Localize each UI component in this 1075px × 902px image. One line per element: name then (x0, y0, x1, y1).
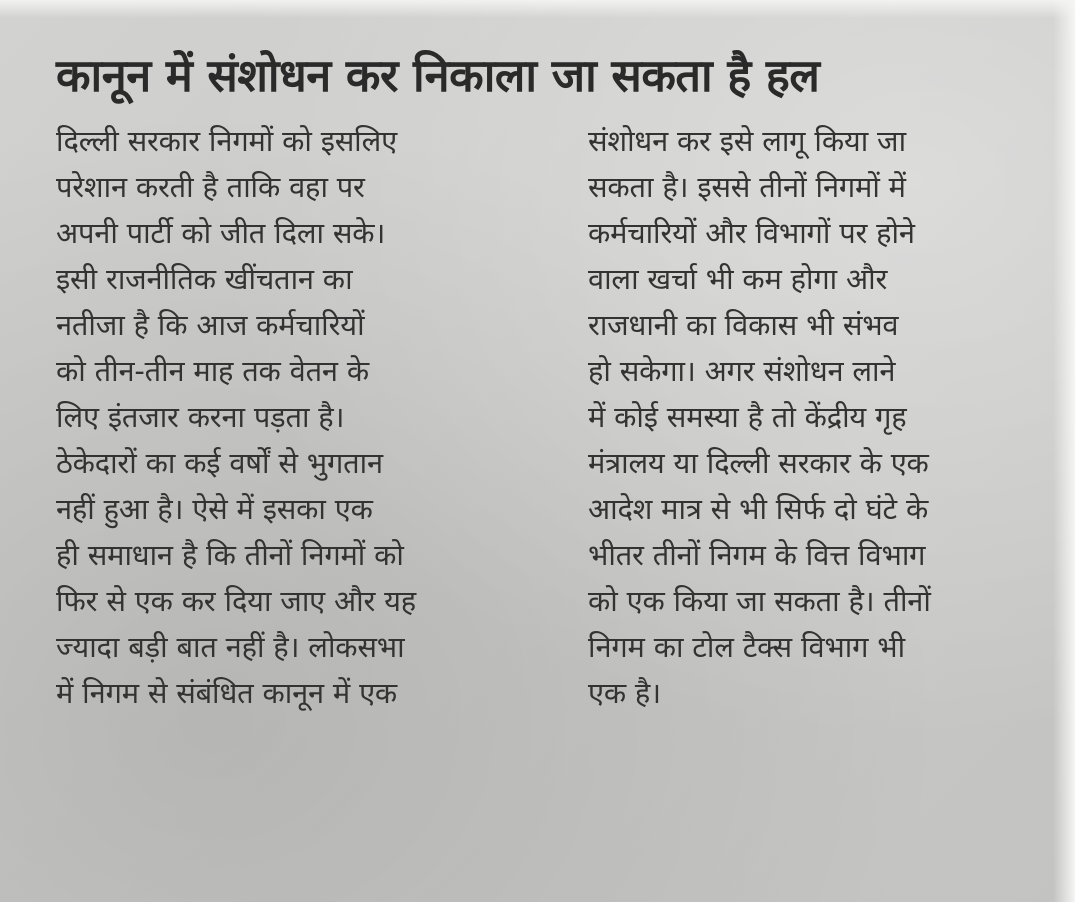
text-line: लिए इंतजार करना पड़ता है। (56, 400, 345, 434)
text-line: को एक किया जा सकता है। तीनों (588, 584, 931, 618)
text-line: फिर से एक कर दिया जाए और यह (56, 584, 416, 618)
text-line: में निगम से संबंधित कानून में एक (56, 676, 397, 710)
paper-edge-top (0, 0, 1075, 18)
text-line: दिल्ली सरकार निगमों को इसलिए (56, 124, 397, 158)
text-line: ठेकेदारों का कई वर्षों से भुगतान (56, 446, 383, 480)
text-line: में कोई समस्या है तो केंद्रीय गृह (588, 400, 907, 434)
text-line: परेशान करती है ताकि वहा पर (56, 170, 365, 204)
text-line: संशोधन कर इसे लागू किया जा (588, 124, 906, 158)
article-headline: कानून में संशोधन कर निकाला जा सकता है हल (56, 49, 820, 102)
text-line: वाला खर्चा भी कम होगा और (588, 262, 888, 296)
text-line: अपनी पार्टी को जीत दिला सके। (56, 216, 386, 250)
text-line: ही समाधान है कि तीनों निगमों को (56, 538, 404, 572)
text-line: हो सकेगा। अगर संशोधन लाने (588, 354, 896, 388)
text-line: ज्यादा बड़ी बात नहीं है। लोकसभा (56, 630, 405, 664)
text-line: नहीं हुआ है। ऐसे में इसका एक (56, 492, 373, 526)
text-line: इसी राजनीतिक खींचतान का (56, 262, 353, 296)
text-line: कर्मचारियों और विभागों पर होने (588, 216, 915, 250)
text-line: सकता है। इससे तीनों निगमों में (588, 170, 906, 204)
text-line: को तीन-तीन माह तक वेतन के (56, 354, 369, 388)
text-line: आदेश मात्र से भी सिर्फ दो घंटे के (588, 492, 929, 526)
text-line: निगम का टोल टैक्स विभाग भी (588, 630, 905, 664)
text-line: नतीजा है कि आज कर्मचारियों (56, 308, 365, 342)
text-line: भीतर तीनों निगम के वित्त विभाग (588, 538, 926, 572)
text-line: मंत्रालय या दिल्ली सरकार के एक (588, 446, 929, 480)
article-column-left (56, 118, 556, 716)
text-line: एक है। (588, 676, 661, 710)
article-column-right (588, 118, 1058, 716)
text-line: राजधानी का विकास भी संभव (588, 308, 899, 342)
